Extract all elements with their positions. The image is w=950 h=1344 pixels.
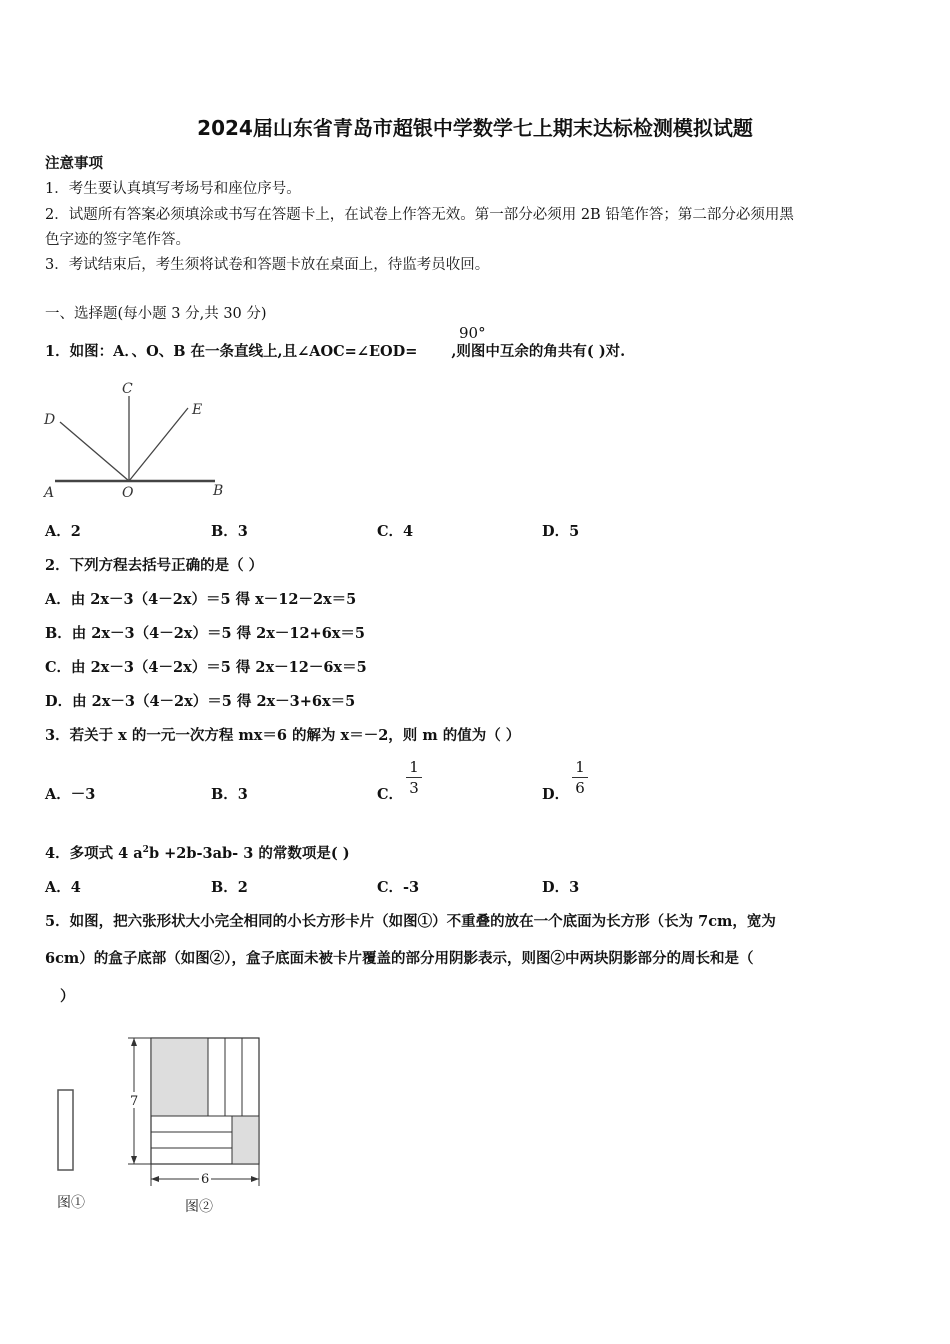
q1-option-b: B．3	[211, 523, 248, 540]
q5-stem-line2: 6cm）的盒子底部（如图②），盒子底面未被卡片覆盖的部分用阴影表示，则图②中两块阴影部分的周长和是（	[45, 950, 754, 967]
q1-angle: 90°	[459, 324, 486, 342]
fig2-label: 图②	[185, 1199, 213, 1215]
q3-option-a: A．－3	[45, 786, 96, 803]
q1-option-c: C．4	[377, 523, 414, 540]
shaded-region-bottom	[232, 1116, 259, 1164]
q2-stem: 2．下列方程去括号正确的是（ ）	[45, 557, 264, 574]
q2-option-b: B．由 2x－3（4－2x）＝5 得 2x－12+6x＝5	[45, 625, 366, 642]
card-figure	[58, 1090, 73, 1170]
q1-figure	[40, 376, 240, 502]
q5-stem-line1: 5．如图，把六张形状大小完全相同的小长方形卡片（如图①）不重叠的放在一个底面为长方形（长为 7cm，宽为	[45, 913, 776, 930]
notice-item: 3．考试结束后，考生须将试卷和答题卡放在桌面上，待监考员收回。	[45, 257, 490, 273]
q5-stem-line3: ）	[60, 988, 75, 1005]
notice-item: 色字迹的签字笔作答。	[45, 232, 190, 248]
q3-option-c: C．	[377, 786, 404, 803]
q4-stem: 4．多项式 4 $a^2b +2b-3ab-$ 3 的常数项是( )	[45, 845, 350, 862]
q3-fraction-d: 1 6	[572, 758, 588, 797]
label-e: E	[192, 402, 203, 418]
q3-fraction-c: 1 3	[406, 758, 422, 797]
q3-option-d: D．	[542, 786, 570, 803]
label-a: A	[44, 485, 55, 501]
label-d: D	[44, 412, 56, 428]
ray-oe	[129, 408, 188, 481]
section-heading: 一、选择题(每小题 3 分,共 30 分)	[45, 306, 267, 322]
shaded-region-top	[151, 1038, 208, 1116]
q4-option-a: A．4	[45, 879, 81, 896]
height-label: 7	[130, 1094, 139, 1109]
q2-option-d: D．由 2x－3（4－2x）＝5 得 2x－3+6x＝5	[45, 693, 356, 710]
q3-option-b: B．3	[211, 786, 248, 803]
q4-option-b: B．2	[211, 879, 248, 896]
label-o: O	[122, 485, 134, 501]
q4-option-d: D．3	[542, 879, 580, 896]
q5-figures	[50, 1030, 270, 1220]
page-title: 2024届山东省青岛市超银中学数学七上期末达标检测模拟试题	[197, 116, 753, 140]
q1-option-d: D．5	[542, 523, 580, 540]
q4-option-c: C．-3	[377, 879, 420, 896]
q2-option-c: C．由 2x－3（4－2x）＝5 得 2x－12－6x＝5	[45, 659, 367, 676]
notice-heading: 注意事项	[45, 155, 103, 172]
width-label: 6	[201, 1172, 210, 1187]
ray-od	[60, 422, 129, 481]
fig1-label: 图①	[57, 1195, 85, 1211]
label-c: C	[122, 381, 133, 397]
q1-stem: 1．如图：A．、O、B 在一条直线上,且∠AOC=∠EOD= ,则图中互余的角共有( )对.	[45, 343, 626, 360]
label-b: B	[213, 483, 224, 499]
notice-item: 1．考生要认真填写考场号和座位序号。	[45, 181, 301, 197]
notice-item: 2．试题所有答案必须填涂或书写在答题卡上，在试卷上作答无效。第一部分必须用 2B 铅笔作答；第二部分必须用黑	[45, 207, 794, 223]
q1-option-a: A．2	[45, 523, 81, 540]
q2-option-a: A．由 2x－3（4－2x）＝5 得 x－12－2x＝5	[45, 591, 357, 608]
q3-stem: 3．若关于 x 的一元一次方程 mx＝6 的解为 x＝－2，则 m 的值为（ ）	[45, 727, 521, 744]
